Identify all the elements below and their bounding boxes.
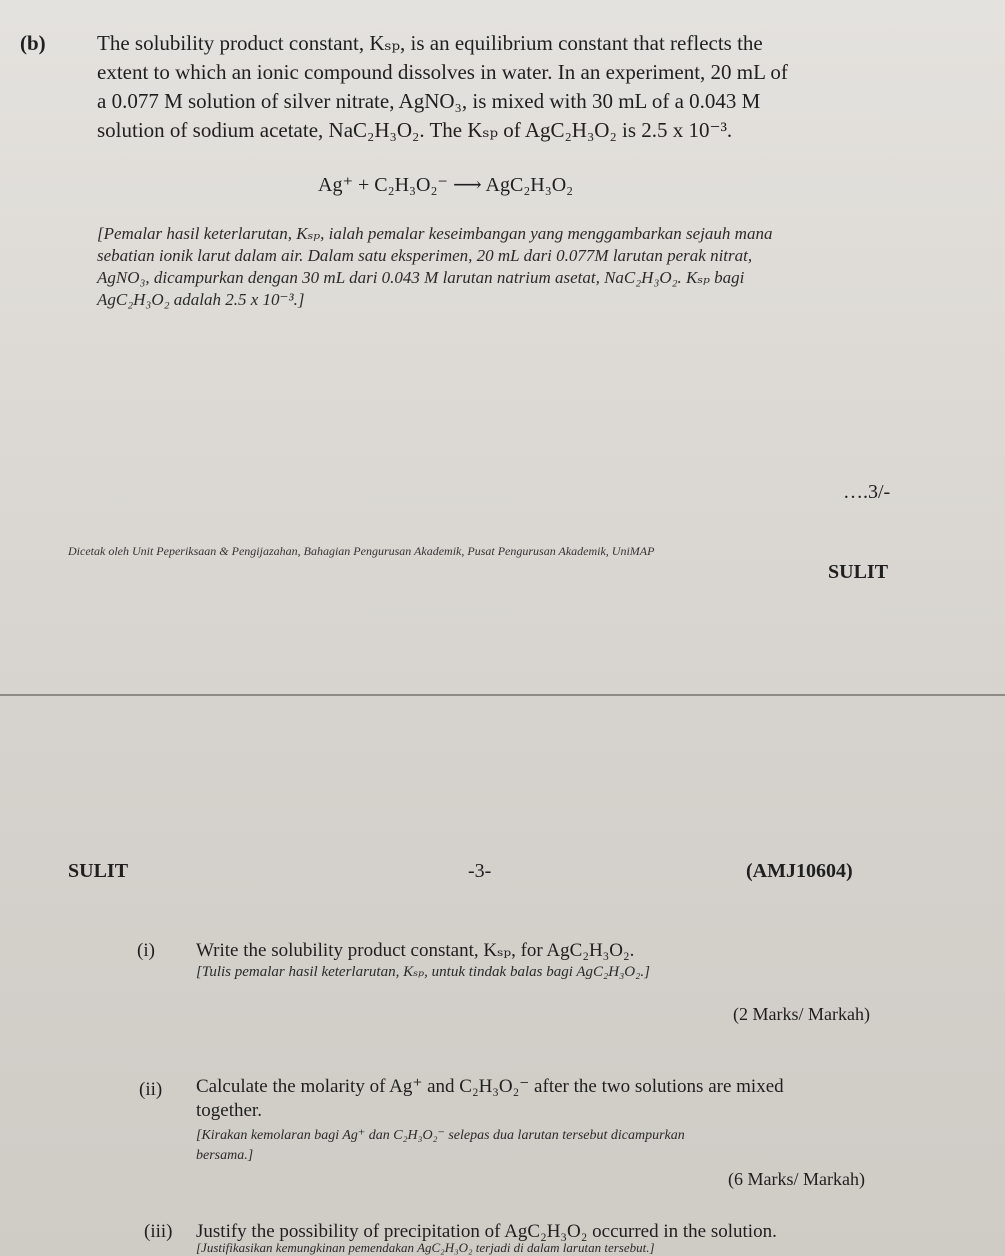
course-code: (AMJ10604)	[746, 860, 853, 882]
part-b-line-3: a 0.077 M solution of silver nitrate, AgNO₃, is mixed with 30 mL of a 0.043 M	[97, 89, 761, 113]
question-iii-label: (iii)	[144, 1221, 173, 1242]
question-i-text: Write the solubility product constant, Kₛₚ, for AgC₂H₃O₂.	[196, 940, 635, 961]
question-ii-malay-line-1: [Kirakan kemolaran bagi Ag⁺ dan C₂H₃O₂⁻ selepas dua larutan tersebut dicampurkan	[196, 1128, 685, 1143]
part-b-line-4: solution of sodium acetate, NaC₂H₃O₂. The Kₛₚ of AgC₂H₃O₂ is 2.5 x 10⁻³.	[97, 118, 733, 142]
question-iii-text: Justify the possibility of precipitation of AgC₂H₃O₂ occurred in the solution.	[196, 1221, 777, 1242]
question-i-label: (i)	[137, 940, 155, 961]
question-i-marks: (2 Marks/ Markah)	[733, 1004, 870, 1024]
question-ii-text	[196, 1075, 976, 1123]
part-b-malay-paragraph	[97, 223, 977, 311]
page-number: -3-	[468, 860, 492, 882]
part-b-paragraph	[97, 29, 977, 145]
page-continuation: ….3/-	[843, 481, 891, 503]
malay-line-3: AgNO₃, dicampurkan dengan 30 mL dari 0.043 M larutan natrium asetat, NaC₂H₃O₂. Kₛₚ bagi	[97, 268, 745, 287]
part-b-line-2: extent to which an ionic compound dissolves in water. In an experiment, 20 mL of	[97, 60, 788, 84]
question-i-malay: [Tulis pemalar hasil keterlarutan, Kₛₚ, untuk tindak balas bagi AgC₂H₃O₂.]	[196, 964, 650, 980]
malay-line-1: [Pemalar hasil keterlarutan, Kₛₚ, ialah pemalar keseimbangan yang menggambarkan sejauh mana	[97, 224, 773, 243]
question-ii-line-2: together.	[196, 1100, 262, 1121]
printed-by-footer: Dicetak oleh Unit Peperiksaan & Pengijazahan, Bahagian Pengurusan Akademik, Pusat Pengurusan Akademik, UniMAP	[68, 544, 655, 558]
reaction-equation: Ag⁺ + C₂H₃O₂⁻ ⟶ AgC₂H₃O₂	[318, 174, 574, 196]
part-b-line-1: The solubility product constant, Kₛₚ, is an equilibrium constant that reflects the	[97, 31, 763, 55]
question-ii-malay-line-2: bersama.]	[196, 1148, 254, 1163]
header-sulit: SULIT	[68, 860, 129, 882]
question-ii-malay	[196, 1126, 976, 1166]
question-iii-malay: [Justifikasikan kemungkinan pemendakan AgC₂H₃O₂ terjadi di dalam larutan tersebut.]	[196, 1240, 655, 1255]
malay-line-4: AgC₂H₃O₂ adalah 2.5 x 10⁻³.]	[97, 290, 305, 309]
question-ii-marks: (6 Marks/ Markah)	[728, 1169, 865, 1189]
footer-sulit: SULIT	[828, 561, 889, 583]
question-ii-label: (ii)	[139, 1079, 163, 1100]
malay-line-2: sebatian ionik larut dalam air. Dalam satu eksperimen, 20 mL dari 0.077M larutan perak nitrat,	[97, 246, 753, 265]
part-b-label: (b)	[20, 31, 46, 55]
question-ii-line-1: Calculate the molarity of Ag⁺ and C₂H₃O₂⁻ after the two solutions are mixed	[196, 1076, 784, 1097]
